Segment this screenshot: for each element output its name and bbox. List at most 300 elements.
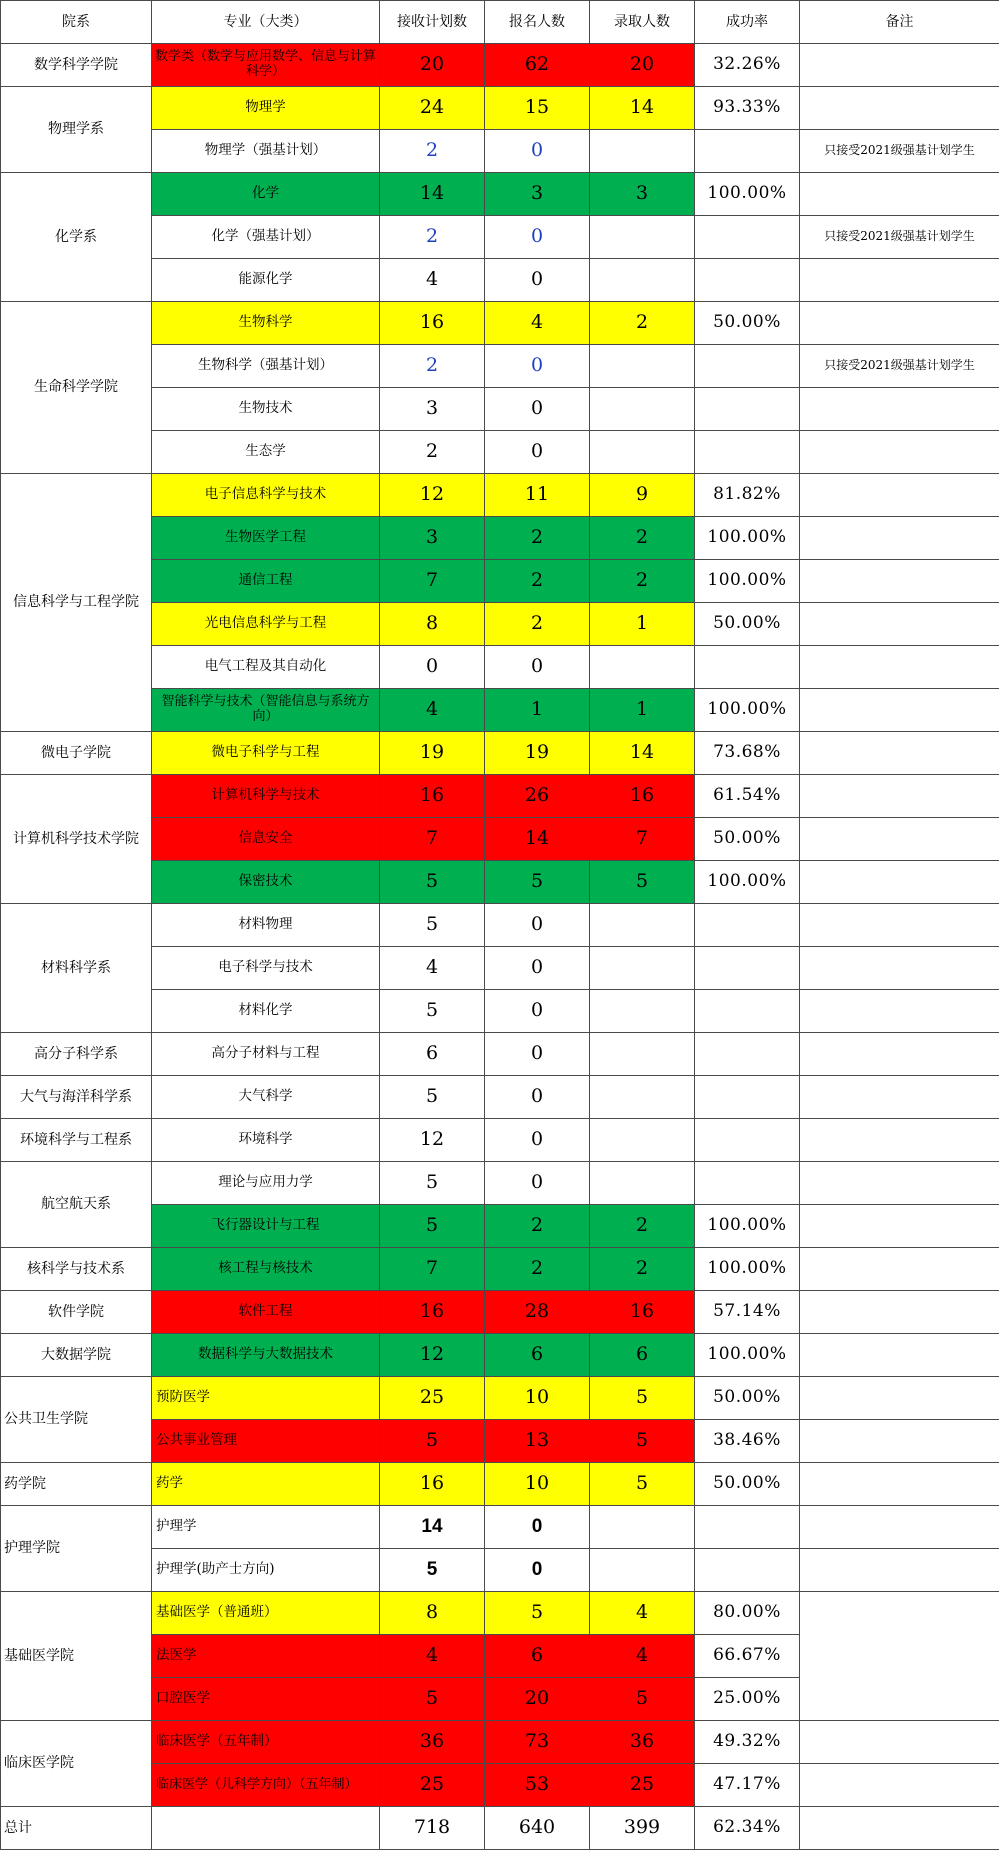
plan-cell: 3 — [380, 388, 485, 431]
admitted-cell — [590, 1033, 695, 1076]
dept-cell: 计算机科学技术学院 — [1, 775, 152, 904]
header-admitted: 录取人数 — [590, 1, 695, 44]
rate-cell — [695, 904, 800, 947]
applied-cell: 6 — [485, 1334, 590, 1377]
admitted-cell: 5 — [590, 1377, 695, 1420]
table-row — [1, 1162, 999, 1205]
plan-cell: 2 — [380, 130, 485, 173]
plan-cell: 20 — [380, 44, 485, 87]
admitted-cell — [590, 1076, 695, 1119]
note-cell — [800, 87, 999, 130]
header-dept: 院系 — [1, 1, 152, 44]
note-cell — [800, 388, 999, 431]
note-cell — [800, 1162, 999, 1205]
admitted-cell: 5 — [590, 1463, 695, 1506]
plan-cell: 4 — [380, 689, 485, 732]
dept-cell: 护理学院 — [1, 1506, 152, 1592]
major-cell: 基础医学（普通班） — [152, 1592, 380, 1635]
major-cell: 数学类（数学与应用数学、信息与计算科学） — [152, 44, 380, 87]
note-cell — [800, 947, 999, 990]
admitted-cell — [590, 1506, 695, 1549]
rate-cell: 81.82% — [695, 474, 800, 517]
rate-cell: 49.32% — [695, 1721, 800, 1764]
applied-cell: 11 — [485, 474, 590, 517]
major-cell: 法医学 — [152, 1635, 380, 1678]
table-row — [1, 44, 999, 87]
major-cell: 能源化学 — [152, 259, 380, 302]
rate-cell: 93.33% — [695, 87, 800, 130]
note-cell — [800, 474, 999, 517]
applied-cell: 14 — [485, 818, 590, 861]
applied-cell: 0 — [485, 216, 590, 259]
total-note — [800, 1807, 999, 1850]
note-cell — [800, 44, 999, 87]
note-cell — [800, 1420, 999, 1463]
header-applied: 报名人数 — [485, 1, 590, 44]
header-rate: 成功率 — [695, 1, 800, 44]
plan-cell: 25 — [380, 1764, 485, 1807]
rate-cell: 50.00% — [695, 603, 800, 646]
rate-cell: 50.00% — [695, 818, 800, 861]
total-admitted: 399 — [590, 1807, 695, 1850]
major-cell: 核工程与核技术 — [152, 1248, 380, 1291]
note-cell — [800, 517, 999, 560]
plan-cell: 0 — [380, 646, 485, 689]
rate-cell — [695, 646, 800, 689]
plan-cell: 5 — [380, 1205, 485, 1248]
note-cell — [800, 302, 999, 345]
major-cell: 高分子材料与工程 — [152, 1033, 380, 1076]
plan-cell: 16 — [380, 1463, 485, 1506]
major-cell: 微电子科学与工程 — [152, 732, 380, 775]
admitted-cell — [590, 904, 695, 947]
rate-cell — [695, 216, 800, 259]
major-cell: 数据科学与大数据技术 — [152, 1334, 380, 1377]
admitted-cell: 36 — [590, 1721, 695, 1764]
rate-cell — [695, 1076, 800, 1119]
note-cell — [800, 1721, 999, 1764]
plan-cell: 4 — [380, 259, 485, 302]
table-row — [1, 1248, 999, 1291]
admitted-cell — [590, 1119, 695, 1162]
major-cell: 材料化学 — [152, 990, 380, 1033]
plan-cell: 2 — [380, 216, 485, 259]
dept-cell: 公共卫生学院 — [1, 1377, 152, 1463]
major-cell: 软件工程 — [152, 1291, 380, 1334]
dept-cell: 数学科学学院 — [1, 44, 152, 87]
plan-cell: 5 — [380, 1076, 485, 1119]
note-cell — [800, 431, 999, 474]
table-row — [1, 87, 999, 130]
rate-cell — [695, 431, 800, 474]
major-cell: 电子科学与技术 — [152, 947, 380, 990]
applied-cell: 0 — [485, 947, 590, 990]
dept-cell: 大气与海洋科学系 — [1, 1076, 152, 1119]
rate-cell: 66.67% — [695, 1635, 800, 1678]
major-cell: 通信工程 — [152, 560, 380, 603]
major-cell: 生物医学工程 — [152, 517, 380, 560]
rate-cell: 100.00% — [695, 1205, 800, 1248]
dept-cell: 核科学与技术系 — [1, 1248, 152, 1291]
major-cell: 理论与应用力学 — [152, 1162, 380, 1205]
plan-cell: 3 — [380, 517, 485, 560]
plan-cell: 7 — [380, 1248, 485, 1291]
plan-cell: 25 — [380, 1377, 485, 1420]
applied-cell: 13 — [485, 1420, 590, 1463]
note-cell — [800, 173, 999, 216]
rate-cell: 100.00% — [695, 1334, 800, 1377]
plan-cell: 12 — [380, 474, 485, 517]
rate-cell: 100.00% — [695, 560, 800, 603]
applied-cell: 0 — [485, 431, 590, 474]
major-cell: 预防医学 — [152, 1377, 380, 1420]
admitted-cell: 2 — [590, 1205, 695, 1248]
plan-cell: 16 — [380, 1291, 485, 1334]
note-cell — [800, 990, 999, 1033]
applied-cell: 3 — [485, 173, 590, 216]
admitted-cell: 5 — [590, 1678, 695, 1721]
rate-cell: 50.00% — [695, 302, 800, 345]
major-cell: 生物技术 — [152, 388, 380, 431]
rate-cell: 100.00% — [695, 1248, 800, 1291]
plan-cell: 14 — [380, 1506, 485, 1549]
plan-cell: 36 — [380, 1721, 485, 1764]
applied-cell: 53 — [485, 1764, 590, 1807]
applied-cell: 5 — [485, 1592, 590, 1635]
applied-cell: 4 — [485, 302, 590, 345]
rate-cell: 73.68% — [695, 732, 800, 775]
admitted-cell: 2 — [590, 1248, 695, 1291]
major-cell: 光电信息科学与工程 — [152, 603, 380, 646]
rate-cell — [695, 1549, 800, 1592]
table-row — [1, 1291, 999, 1334]
note-cell — [800, 732, 999, 775]
admitted-cell: 14 — [590, 732, 695, 775]
table-row — [1, 1033, 999, 1076]
table-row — [1, 1506, 999, 1549]
admitted-cell: 16 — [590, 1291, 695, 1334]
major-cell: 生物科学 — [152, 302, 380, 345]
total-applied: 640 — [485, 1807, 590, 1850]
admitted-cell — [590, 1549, 695, 1592]
major-cell: 环境科学 — [152, 1119, 380, 1162]
major-cell: 生态学 — [152, 431, 380, 474]
plan-cell: 5 — [380, 990, 485, 1033]
table-row — [1, 474, 999, 517]
table-row — [1, 1463, 999, 1506]
applied-cell: 15 — [485, 87, 590, 130]
table-row — [1, 1119, 999, 1162]
header-row — [1, 1, 999, 44]
major-cell: 生物科学（强基计划） — [152, 345, 380, 388]
major-cell: 计算机科学与技术 — [152, 775, 380, 818]
dept-cell: 临床医学院 — [1, 1721, 152, 1807]
plan-cell: 4 — [380, 947, 485, 990]
table-row — [1, 1076, 999, 1119]
applied-cell: 0 — [485, 1033, 590, 1076]
rate-cell: 100.00% — [695, 517, 800, 560]
note-cell — [800, 646, 999, 689]
note-cell — [800, 1033, 999, 1076]
applied-cell: 2 — [485, 603, 590, 646]
major-cell: 电气工程及其自动化 — [152, 646, 380, 689]
admitted-cell: 16 — [590, 775, 695, 818]
applied-cell: 26 — [485, 775, 590, 818]
rate-cell: 50.00% — [695, 1463, 800, 1506]
admitted-cell — [590, 431, 695, 474]
major-cell: 飞行器设计与工程 — [152, 1205, 380, 1248]
applied-cell: 2 — [485, 560, 590, 603]
applied-cell: 2 — [485, 517, 590, 560]
admitted-cell: 1 — [590, 603, 695, 646]
note-cell — [800, 1205, 999, 1248]
plan-cell: 5 — [380, 1549, 485, 1592]
major-cell: 电子信息科学与技术 — [152, 474, 380, 517]
total-rate: 62.34% — [695, 1807, 800, 1850]
note-cell — [800, 689, 999, 732]
dept-cell: 环境科学与工程系 — [1, 1119, 152, 1162]
plan-cell: 2 — [380, 345, 485, 388]
plan-cell: 24 — [380, 87, 485, 130]
plan-cell: 19 — [380, 732, 485, 775]
plan-cell: 6 — [380, 1033, 485, 1076]
rate-cell: 25.00% — [695, 1678, 800, 1721]
admitted-cell — [590, 990, 695, 1033]
dept-cell: 微电子学院 — [1, 732, 152, 775]
rate-cell: 80.00% — [695, 1592, 800, 1635]
dept-cell: 化学系 — [1, 173, 152, 302]
dept-cell: 材料科学系 — [1, 904, 152, 1033]
admitted-cell: 2 — [590, 302, 695, 345]
note-cell — [800, 1291, 999, 1334]
table-row — [1, 775, 999, 818]
note-cell — [800, 1549, 999, 1592]
major-cell: 信息安全 — [152, 818, 380, 861]
plan-cell: 7 — [380, 818, 485, 861]
major-cell: 临床医学（五年制） — [152, 1721, 380, 1764]
note-cell — [800, 259, 999, 302]
major-cell: 公共事业管理 — [152, 1420, 380, 1463]
applied-cell: 0 — [485, 259, 590, 302]
admitted-cell — [590, 1162, 695, 1205]
applied-cell: 0 — [485, 1506, 590, 1549]
admitted-cell — [590, 130, 695, 173]
admitted-cell — [590, 388, 695, 431]
admitted-cell: 14 — [590, 87, 695, 130]
plan-cell: 5 — [380, 904, 485, 947]
plan-cell: 7 — [380, 560, 485, 603]
note-cell — [800, 1334, 999, 1377]
rate-cell: 38.46% — [695, 1420, 800, 1463]
admitted-cell: 2 — [590, 560, 695, 603]
applied-cell: 10 — [485, 1377, 590, 1420]
rate-cell: 47.17% — [695, 1764, 800, 1807]
table-row — [1, 1377, 999, 1420]
rate-cell — [695, 947, 800, 990]
major-cell: 物理学（强基计划） — [152, 130, 380, 173]
note-cell: 只接受2021级强基计划学生 — [800, 216, 999, 259]
dept-cell: 生命科学学院 — [1, 302, 152, 474]
note-cell — [800, 1076, 999, 1119]
applied-cell: 6 — [485, 1635, 590, 1678]
table-row — [1, 1721, 999, 1764]
applied-cell: 0 — [485, 1119, 590, 1162]
note-cell: 只接受2021级强基计划学生 — [800, 130, 999, 173]
plan-cell: 8 — [380, 603, 485, 646]
major-cell: 材料物理 — [152, 904, 380, 947]
applied-cell: 2 — [485, 1205, 590, 1248]
admitted-cell — [590, 345, 695, 388]
plan-cell: 5 — [380, 1678, 485, 1721]
total-label: 总计 — [1, 1807, 152, 1850]
applied-cell: 2 — [485, 1248, 590, 1291]
rate-cell — [695, 259, 800, 302]
applied-cell: 0 — [485, 1076, 590, 1119]
header-plan: 接收计划数 — [380, 1, 485, 44]
major-cell: 药学 — [152, 1463, 380, 1506]
rate-cell — [695, 1033, 800, 1076]
admitted-cell: 25 — [590, 1764, 695, 1807]
major-cell: 智能科学与技术（智能信息与系统方向） — [152, 689, 380, 732]
admitted-cell — [590, 259, 695, 302]
rate-cell — [695, 990, 800, 1033]
note-cell — [800, 1506, 999, 1549]
rate-cell: 100.00% — [695, 173, 800, 216]
rate-cell: 61.54% — [695, 775, 800, 818]
admitted-cell: 9 — [590, 474, 695, 517]
plan-cell: 5 — [380, 861, 485, 904]
dept-cell: 物理学系 — [1, 87, 152, 173]
major-cell: 临床医学（儿科学方向）（五年制） — [152, 1764, 380, 1807]
note-cell — [800, 904, 999, 947]
plan-cell: 8 — [380, 1592, 485, 1635]
plan-cell: 12 — [380, 1334, 485, 1377]
rate-cell: 100.00% — [695, 861, 800, 904]
rate-cell: 100.00% — [695, 689, 800, 732]
admitted-cell — [590, 947, 695, 990]
note-cell — [800, 603, 999, 646]
admitted-cell: 4 — [590, 1635, 695, 1678]
admitted-cell: 7 — [590, 818, 695, 861]
applied-cell: 0 — [485, 1549, 590, 1592]
applied-cell: 5 — [485, 861, 590, 904]
rate-cell — [695, 388, 800, 431]
applied-cell: 28 — [485, 1291, 590, 1334]
rate-cell: 57.14% — [695, 1291, 800, 1334]
note-cell — [800, 818, 999, 861]
major-cell: 护理学 — [152, 1506, 380, 1549]
admitted-cell: 4 — [590, 1592, 695, 1635]
applied-cell: 0 — [485, 904, 590, 947]
admitted-cell: 3 — [590, 173, 695, 216]
applied-cell: 20 — [485, 1678, 590, 1721]
dept-cell: 大数据学院 — [1, 1334, 152, 1377]
plan-cell: 4 — [380, 1635, 485, 1678]
plan-cell: 12 — [380, 1119, 485, 1162]
note-cell — [800, 560, 999, 603]
table-row — [1, 173, 999, 216]
admitted-cell: 6 — [590, 1334, 695, 1377]
applied-cell: 0 — [485, 130, 590, 173]
table-row — [1, 302, 999, 345]
rate-cell: 32.26% — [695, 44, 800, 87]
applied-cell: 10 — [485, 1463, 590, 1506]
applied-cell: 0 — [485, 990, 590, 1033]
applied-cell: 1 — [485, 689, 590, 732]
major-cell: 物理学 — [152, 87, 380, 130]
dept-cell: 高分子科学系 — [1, 1033, 152, 1076]
table-row — [1, 1592, 999, 1635]
plan-cell: 16 — [380, 302, 485, 345]
plan-cell: 5 — [380, 1162, 485, 1205]
table-row — [1, 1334, 999, 1377]
applied-cell: 0 — [485, 345, 590, 388]
applied-cell: 19 — [485, 732, 590, 775]
dept-cell: 药学院 — [1, 1463, 152, 1506]
note-cell — [800, 861, 999, 904]
rate-cell — [695, 1119, 800, 1162]
dept-cell: 航空航天系 — [1, 1162, 152, 1248]
note-cell — [800, 1377, 999, 1420]
dept-cell: 基础医学院 — [1, 1592, 152, 1721]
admitted-cell: 5 — [590, 861, 695, 904]
major-cell: 大气科学 — [152, 1076, 380, 1119]
dept-cell: 软件学院 — [1, 1291, 152, 1334]
plan-cell: 2 — [380, 431, 485, 474]
plan-cell: 5 — [380, 1420, 485, 1463]
applied-cell: 0 — [485, 1162, 590, 1205]
rate-cell — [695, 1506, 800, 1549]
major-cell: 口腔医学 — [152, 1678, 380, 1721]
plan-cell: 14 — [380, 173, 485, 216]
applied-cell: 62 — [485, 44, 590, 87]
note-cell: 只接受2021级强基计划学生 — [800, 345, 999, 388]
admitted-cell: 2 — [590, 517, 695, 560]
note-cell — [800, 1592, 999, 1721]
rate-cell — [695, 130, 800, 173]
admitted-cell: 20 — [590, 44, 695, 87]
note-cell — [800, 1764, 999, 1807]
note-cell — [800, 1248, 999, 1291]
major-cell: 护理学(助产士方向) — [152, 1549, 380, 1592]
admitted-cell: 1 — [590, 689, 695, 732]
major-cell: 化学（强基计划） — [152, 216, 380, 259]
rate-cell — [695, 345, 800, 388]
dept-cell: 信息科学与工程学院 — [1, 474, 152, 732]
note-cell — [800, 1119, 999, 1162]
header-major: 专业（大类） — [152, 1, 380, 44]
rate-cell — [695, 1162, 800, 1205]
admitted-cell: 5 — [590, 1420, 695, 1463]
total-major-cell — [152, 1807, 380, 1850]
major-cell: 保密技术 — [152, 861, 380, 904]
header-note: 备注 — [800, 1, 999, 44]
table-row — [1, 732, 999, 775]
admitted-cell — [590, 646, 695, 689]
note-cell — [800, 775, 999, 818]
applied-cell: 73 — [485, 1721, 590, 1764]
total-row — [1, 1807, 999, 1850]
table-row — [1, 904, 999, 947]
major-cell: 化学 — [152, 173, 380, 216]
applied-cell: 0 — [485, 388, 590, 431]
plan-cell: 16 — [380, 775, 485, 818]
applied-cell: 0 — [485, 646, 590, 689]
total-plan: 718 — [380, 1807, 485, 1850]
note-cell — [800, 1463, 999, 1506]
admitted-cell — [590, 216, 695, 259]
rate-cell: 50.00% — [695, 1377, 800, 1420]
